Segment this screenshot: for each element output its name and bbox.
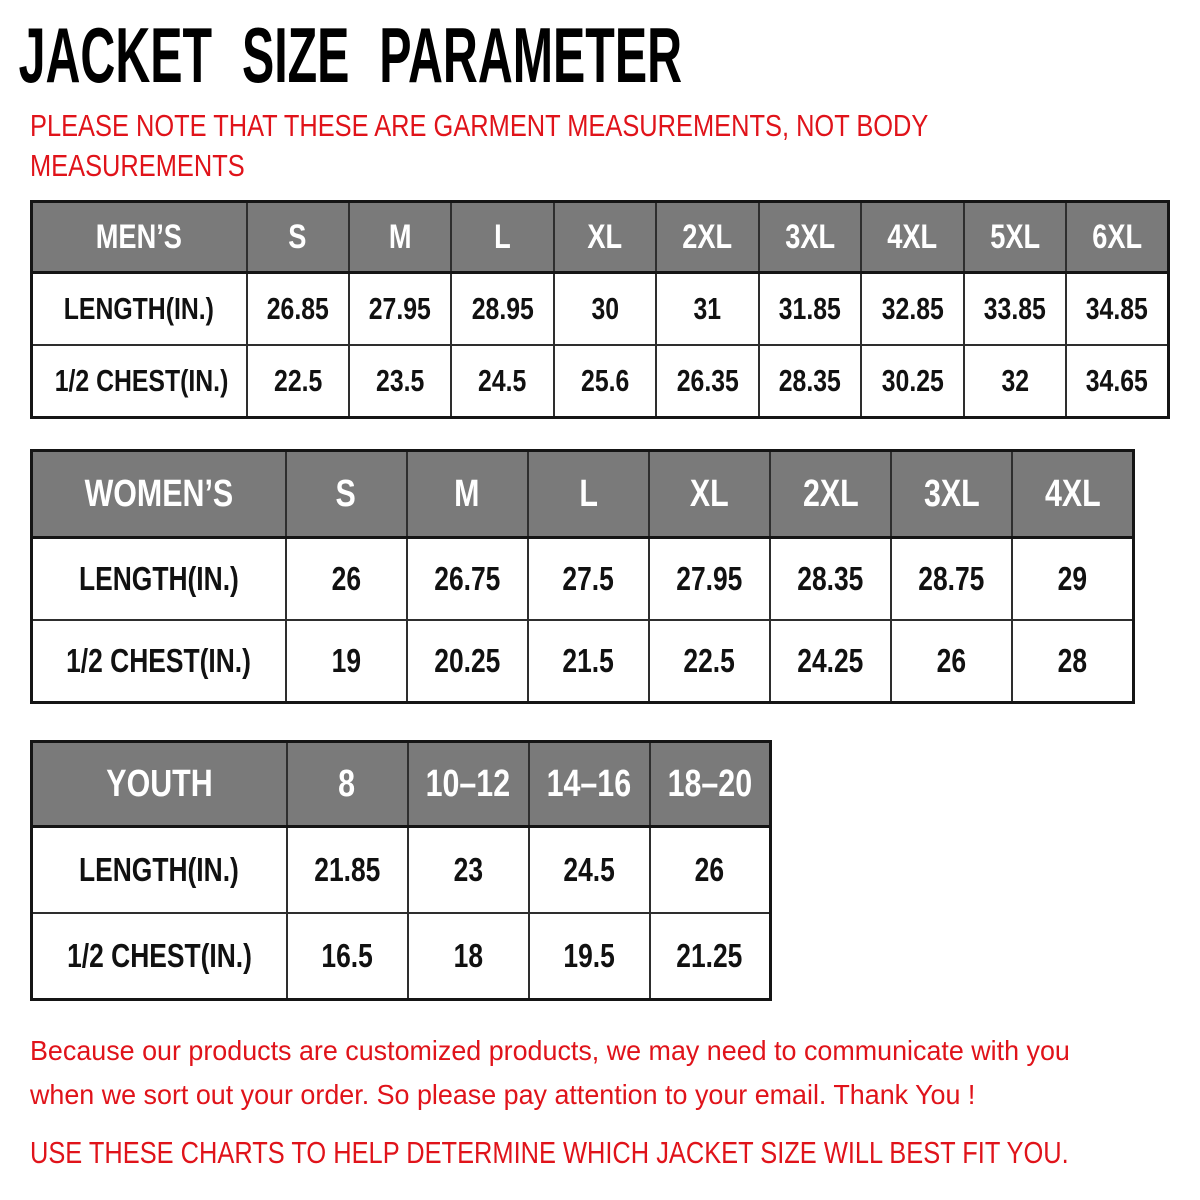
- value-cell: [286, 538, 407, 621]
- size-header-cell: [770, 451, 891, 538]
- value-cell: [1066, 345, 1169, 418]
- size-header-cell: [650, 742, 771, 827]
- cell-value: 22.5: [273, 363, 322, 398]
- cell-value: 27.95: [676, 560, 743, 597]
- header-label: 10–12: [425, 762, 511, 805]
- header-row: [32, 451, 1134, 538]
- cell-value: 28: [1057, 642, 1088, 679]
- size-header-cell: [861, 202, 963, 273]
- youth-size-table: [30, 740, 772, 1001]
- header-label: 5XL: [989, 217, 1040, 256]
- measure-row: [32, 827, 771, 914]
- row-label: LENGTH(IN.): [78, 560, 239, 597]
- header-label: L: [579, 472, 598, 515]
- row-label: 1/2 CHEST(IN.): [54, 363, 229, 398]
- cell-value: 26.75: [434, 560, 501, 597]
- value-cell: [649, 538, 770, 621]
- cell-value: 32: [1000, 363, 1029, 398]
- value-cell: [861, 273, 963, 346]
- cell-value: 30.25: [881, 363, 944, 398]
- header-label: WOMEN’S: [84, 472, 234, 515]
- row-label-cell: [32, 913, 287, 1000]
- value-cell: [656, 273, 758, 346]
- size-header-cell: [649, 451, 770, 538]
- value-cell: [770, 538, 891, 621]
- value-cell: [528, 538, 649, 621]
- cell-value: 28.35: [797, 560, 864, 597]
- cell-value: 19: [331, 642, 361, 679]
- measure-row: [32, 913, 771, 1000]
- customization-notice: [30, 1029, 1200, 1117]
- size-header-cell: [964, 202, 1066, 273]
- value-cell: [247, 345, 349, 418]
- cell-value: 28.35: [778, 363, 841, 398]
- cell-value: 26.85: [266, 291, 329, 326]
- cell-value: 23.5: [376, 363, 425, 398]
- row-label: 1/2 CHEST(IN.): [66, 937, 252, 974]
- row-label: LENGTH(IN.): [64, 291, 215, 326]
- header-label: 3XL: [923, 472, 980, 515]
- header-label: 2XL: [802, 472, 859, 515]
- value-cell: [649, 620, 770, 703]
- size-header-cell: [451, 202, 553, 273]
- value-cell: [529, 913, 650, 1000]
- value-cell: [407, 538, 528, 621]
- cell-value: 33.85: [983, 291, 1046, 326]
- table-title-cell: [32, 742, 287, 827]
- value-cell: [349, 345, 451, 418]
- measure-row: [32, 345, 1169, 418]
- size-header-cell: [286, 451, 407, 538]
- cell-value: 21.25: [676, 937, 743, 974]
- page-title: JACKET SIZE PARAMETER: [18, 11, 683, 99]
- size-header-cell: [554, 202, 656, 273]
- cell-value: 21.5: [562, 642, 615, 679]
- cell-value: 18: [453, 937, 483, 974]
- cell-value: 28.95: [471, 291, 534, 326]
- value-cell: [650, 913, 771, 1000]
- cell-value: 34.85: [1085, 291, 1149, 326]
- size-header-cell: [408, 742, 529, 827]
- value-cell: [759, 345, 861, 418]
- value-cell: [656, 345, 758, 418]
- cell-value: 28.75: [918, 560, 985, 597]
- value-cell: [891, 620, 1012, 703]
- value-cell: [451, 345, 553, 418]
- cell-value: 26: [937, 642, 967, 679]
- cell-value: 31: [693, 291, 722, 326]
- row-label-cell: [32, 538, 286, 621]
- size-header-cell: [247, 202, 349, 273]
- header-label: S: [288, 217, 307, 256]
- value-cell: [407, 620, 528, 703]
- table-title-cell: [32, 202, 247, 273]
- header-label: YOUTH: [106, 762, 213, 805]
- cell-value: 27.95: [369, 291, 432, 326]
- cell-value: 29: [1057, 560, 1088, 597]
- cell-value: 23: [453, 851, 483, 888]
- size-header-cell: [287, 742, 408, 827]
- value-cell: [759, 273, 861, 346]
- value-cell: [247, 273, 349, 346]
- notice-line-1: Because our products are customized products, we may need to communicate with you: [30, 1035, 1070, 1066]
- value-cell: [650, 827, 771, 914]
- header-label: M: [454, 472, 480, 515]
- value-cell: [1012, 620, 1133, 703]
- header-label: XL: [587, 217, 623, 256]
- value-cell: [287, 913, 408, 1000]
- value-cell: [349, 273, 451, 346]
- value-cell: [861, 345, 963, 418]
- header-label: 8: [338, 762, 356, 805]
- measure-row: [32, 620, 1134, 703]
- header-label: S: [335, 472, 357, 515]
- row-label: 1/2 CHEST(IN.): [66, 642, 252, 679]
- size-header-cell: [528, 451, 649, 538]
- value-cell: [408, 913, 529, 1000]
- size-header-cell: [407, 451, 528, 538]
- header-label: 2XL: [682, 217, 733, 256]
- row-label-cell: [32, 827, 287, 914]
- cell-value: 24.5: [563, 851, 615, 888]
- measure-row: [32, 538, 1134, 621]
- value-cell: [1012, 538, 1133, 621]
- row-label-cell: [32, 273, 247, 346]
- cell-value: 25.6: [580, 363, 630, 398]
- value-cell: [286, 620, 407, 703]
- value-cell: [1066, 273, 1169, 346]
- value-cell: [891, 538, 1012, 621]
- header-label: 4XL: [1044, 472, 1101, 515]
- notice-line-2: when we sort out your order. So please pay attention to your email. Thank You !: [30, 1079, 976, 1110]
- header-label: 6XL: [1092, 217, 1142, 256]
- size-header-cell: [656, 202, 758, 273]
- size-header-cell: [349, 202, 451, 273]
- header-row: [32, 202, 1169, 273]
- size-header-cell: [759, 202, 861, 273]
- value-cell: [529, 827, 650, 914]
- value-cell: [770, 620, 891, 703]
- header-label: M: [388, 217, 412, 256]
- header-label: 4XL: [887, 217, 938, 256]
- measure-row: [32, 273, 1169, 346]
- womens-size-table: [30, 449, 1135, 704]
- header-label: 18–20: [667, 762, 753, 805]
- cell-value: 31.85: [778, 291, 841, 326]
- cell-value: 21.85: [313, 851, 381, 888]
- cell-value: 34.65: [1085, 363, 1149, 398]
- size-header-cell: [1066, 202, 1169, 273]
- cell-value: 24.5: [478, 363, 527, 398]
- cell-value: 26: [695, 851, 725, 888]
- value-cell: [287, 827, 408, 914]
- header-label: 3XL: [784, 217, 835, 256]
- cell-value: 30: [591, 291, 619, 326]
- value-cell: [528, 620, 649, 703]
- cell-value: 27.5: [562, 560, 615, 597]
- value-cell: [408, 827, 529, 914]
- value-cell: [554, 345, 656, 418]
- cell-value: 16.5: [321, 937, 373, 974]
- cell-value: 22.5: [683, 642, 736, 679]
- header-label: MEN’S: [96, 217, 183, 256]
- header-label: L: [494, 217, 511, 256]
- cell-value: 26.35: [676, 363, 739, 398]
- cell-value: 26: [331, 560, 361, 597]
- size-header-cell: [1012, 451, 1133, 538]
- value-cell: [451, 273, 553, 346]
- value-cell: [964, 345, 1066, 418]
- row-label-cell: [32, 345, 247, 418]
- size-header-cell: [529, 742, 650, 827]
- mens-size-table: [30, 200, 1170, 419]
- row-label-cell: [32, 620, 286, 703]
- cell-value: 24.25: [797, 642, 864, 679]
- cell-value: 32.85: [881, 291, 944, 326]
- size-header-cell: [891, 451, 1012, 538]
- value-cell: [964, 273, 1066, 346]
- note-line-2: MEASUREMENTS: [30, 148, 245, 183]
- table-title-cell: [32, 451, 286, 538]
- note-line-1: PLEASE NOTE THAT THESE ARE GARMENT MEASUREMENTS, NOT BODY: [30, 108, 929, 143]
- garment-measurement-note: [30, 106, 1200, 186]
- header-label: XL: [690, 472, 729, 515]
- cell-value: 19.5: [563, 937, 615, 974]
- header-row: [32, 742, 771, 827]
- row-label: LENGTH(IN.): [79, 851, 240, 888]
- cell-value: 20.25: [434, 642, 501, 679]
- value-cell: [554, 273, 656, 346]
- fit-advice-text: USE THESE CHARTS TO HELP DETERMINE WHICH JACKET SIZE WILL BEST FIT YOU.: [30, 1135, 1069, 1170]
- header-label: 14–16: [546, 762, 632, 805]
